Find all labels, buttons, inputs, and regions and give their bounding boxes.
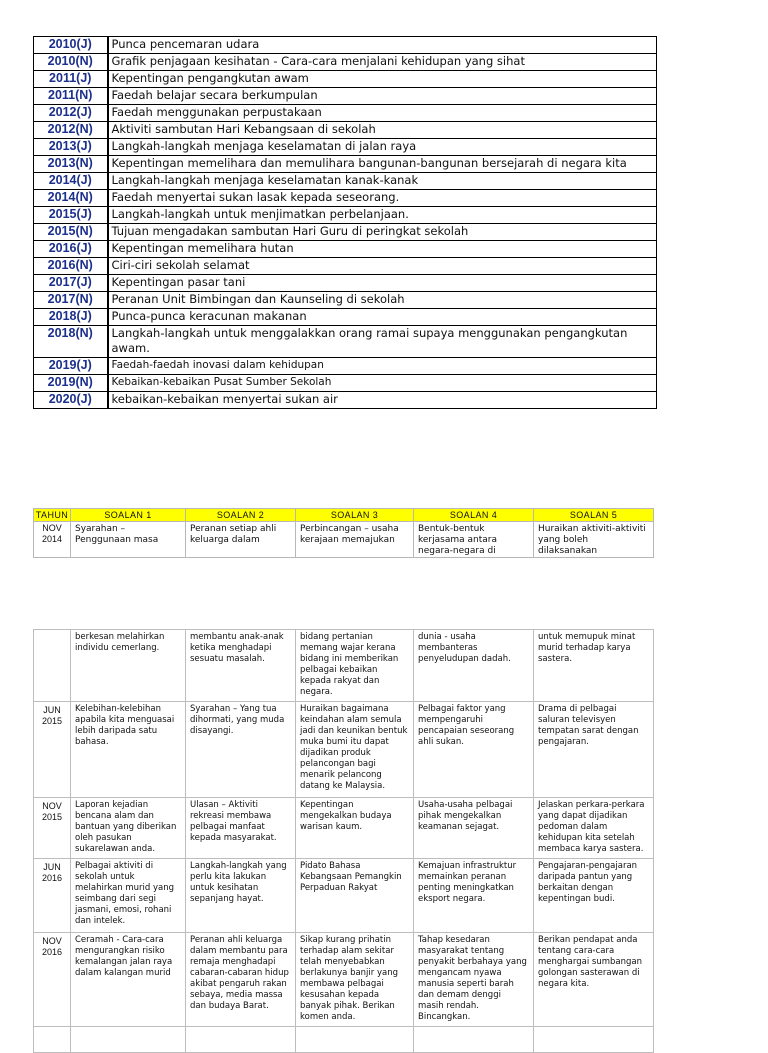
question-cell: Peranan setiap ahli keluarga dalam [186,522,296,558]
topic-text: Peranan Unit Bimbingan dan Kaunseling di sekolah [108,292,657,309]
topic-year: 2018(J) [34,309,108,326]
topic-text: kebaikan-kebaikan menyertai sukan air [108,392,657,409]
topic-row [34,71,657,88]
topic-text: Langkah-langkah menjaga keselamatan kanak-kanak [108,173,657,190]
question-cell: Pelbagai aktiviti di sekolah untuk melahirkan murid yang seimbang dari segi jasmani, emosi, rohani dan intelek. [71,859,186,933]
topic-year: 2011(N) [34,88,108,105]
topic-year: 2019(N) [34,375,108,392]
question-cell: Pidato Bahasa Kebangsaan Pemangkin Perpaduan Rakyat [296,859,414,933]
question-cell: Peranan ahli keluarga dalam membantu para remaja menghadapi cabaran-cabaran hidup akibat pengaruh rakan sebaya, media massa dan budaya Barat. [186,933,296,1027]
topic-row [34,37,657,54]
question-cell: Usaha-usaha pelbagai pihak mengekalkan keamanan sejagat. [414,798,534,859]
topic-year: 2018(N) [34,326,108,358]
topic-row [34,54,657,71]
question-cell: Bentuk-bentuk kerjasama antara negara-negara di [414,522,534,558]
question-cell: Sikap kurang prihatin terhadap alam sekitar telah menyebabkan berlakunya banjir yang membawa pelbagai kesusahan kepada banyak pihak. Berikan komen anda. [296,933,414,1027]
topic-text: Kepentingan pengangkutan awam [108,71,657,88]
topic-row [34,139,657,156]
question-table [33,629,654,1053]
topic-year: 2020(J) [34,392,108,409]
header-soalan-5: SOALAN 5 [534,509,654,522]
year-cell [34,522,71,558]
question-cell: Ceramah - Cara-cara mengurangkan risiko kemalangan jalan raya dalam kalangan murid [71,933,186,1027]
table-row [34,630,654,702]
topic-row [34,207,657,224]
year-month: JUN [43,862,61,872]
topic-year: 2016(J) [34,241,108,258]
year-month: NOV [42,936,62,946]
topic-row [34,326,657,358]
topic-text: Aktiviti sambutan Hari Kebangsaan di sekolah [108,122,657,139]
question-cell: Syarahan – Penggunaan masa [71,522,186,558]
topic-text: Kepentingan pasar tani [108,275,657,292]
topic-year: 2017(J) [34,275,108,292]
question-cell [296,1027,414,1053]
topic-row [34,392,657,409]
topic-row [34,241,657,258]
year-cell [34,798,71,859]
topic-text: Grafik penjagaan kesihatan - Cara-cara menjalani kehidupan yang sihat [108,54,657,71]
topic-text: Faedah menyertai sukan lasak kepada seseorang. [108,190,657,207]
topic-text: Kepentingan memelihara hutan [108,241,657,258]
topic-text: Langkah-langkah untuk menggalakkan orang ramai supaya menggunakan pengangkutan awam. [108,326,657,358]
year-number: 2016 [41,947,63,957]
topic-text: Punca-punca keracunan makanan [108,309,657,326]
question-cell: Syarahan – Yang tua dihormati, yang muda disayangi. [186,702,296,798]
year-month: JUN [43,705,61,715]
question-cell: Huraikan aktiviti-aktiviti yang boleh dilaksanakan [534,522,654,558]
year-month: NOV [42,801,62,811]
topic-year: 2016(N) [34,258,108,275]
question-cell: Tahap kesedaran masyarakat tentang penyakit berbahaya yang mengancam nyawa manusia seperti barah dan demam denggi masih rendah. Bincangkan. [414,933,534,1027]
question-cell: Langkah-langkah yang perlu kita lakukan untuk kesihatan sepanjang hayat. [186,859,296,933]
question-cell [71,1027,186,1053]
question-cell: Pengajaran-pengajaran daripada pantun yang berkaitan dengan kepentingan budi. [534,859,654,933]
header-row [34,509,654,522]
topic-row [34,88,657,105]
topic-year: 2013(J) [34,139,108,156]
question-cell [534,1027,654,1053]
question-cell: Kelebihan-kelebihan apabila kita menguasai lebih daripada satu bahasa. [71,702,186,798]
topic-text: Kebaikan-kebaikan Pusat Sumber Sekolah [108,375,657,392]
year-month: NOV [42,523,62,533]
header-soalan-3: SOALAN 3 [296,509,414,522]
question-table-body [34,630,654,1053]
topic-text: Punca pencemaran udara [108,37,657,54]
topic-text: Langkah-langkah untuk menjimatkan perbelanjaan. [108,207,657,224]
question-cell: Perbincangan – usaha kerajaan memajukan [296,522,414,558]
header-tahun: TAHUN [34,509,71,522]
topic-row [34,173,657,190]
question-cell: untuk memupuk minat murid terhadap karya sastera. [534,630,654,702]
topic-year: 2015(J) [34,207,108,224]
header-soalan-1: SOALAN 1 [71,509,186,522]
question-cell: Drama di pelbagai saluran televisyen tempatan sarat dengan pengajaran. [534,702,654,798]
table-row [34,798,654,859]
topic-text: Ciri-ciri sekolah selamat [108,258,657,275]
topic-year: 2013(N) [34,156,108,173]
topic-year: 2019(J) [34,358,108,375]
topic-row [34,105,657,122]
topic-row [34,258,657,275]
topic-text: Faedah menggunakan perpustakaan [108,105,657,122]
year-number: 2015 [41,812,63,822]
topic-year: 2017(N) [34,292,108,309]
question-cell: membantu anak-anak ketika menghadapi sesuatu masalah. [186,630,296,702]
year-number: 2016 [41,873,63,883]
question-cell: Huraikan bagaimana keindahan alam semula jadi dan keunikan bentuk muka bumi itu dapat dijadikan produk pelancongan bagi menarik pelancong datang ke Malaysia. [296,702,414,798]
topic-table-body [34,37,657,409]
topic-year: 2011(J) [34,71,108,88]
topic-text: Faedah belajar secara berkumpulan [108,88,657,105]
topic-row [34,292,657,309]
question-cell: Ulasan – Aktiviti rekreasi membawa pelbagai manfaat kepada masyarakat. [186,798,296,859]
topic-year: 2012(J) [34,105,108,122]
table-row [34,933,654,1027]
question-cell: bidang pertanian memang wajar kerana bidang ini memberikan pelbagai kebaikan kepada rakyat dan negara. [296,630,414,702]
topic-text: Faedah-faedah inovasi dalam kehidupan [108,358,657,375]
year-number: 2015 [41,716,63,726]
question-cell: Pelbagai faktor yang mempengaruhi pencapaian seseorang ahli sukan. [414,702,534,798]
header-soalan-2: SOALAN 2 [186,509,296,522]
question-cell [186,1027,296,1053]
question-cell: berkesan melahirkan individu cemerlang. [71,630,186,702]
question-cell: Jelaskan perkara-perkara yang dapat dijadikan pedoman dalam kehidupan kita setelah membaca karya sastera. [534,798,654,859]
question-cell: Kepentingan mengekalkan budaya warisan kaum. [296,798,414,859]
topic-text: Tujuan mengadakan sambutan Hari Guru di peringkat sekolah [108,224,657,241]
topic-year: 2010(N) [34,54,108,71]
year-cell [34,630,71,702]
topic-row [34,122,657,139]
table-row [34,859,654,933]
table-row [34,1027,654,1053]
topic-year: 2015(N) [34,224,108,241]
topic-row [34,309,657,326]
year-cell [34,702,71,798]
year-cell [34,859,71,933]
table-row [34,702,654,798]
topic-year: 2012(N) [34,122,108,139]
table-row [34,522,654,558]
question-cell: Kemajuan infrastruktur memainkan peranan penting meningkatkan eksport negara. [414,859,534,933]
year-cell [34,933,71,1027]
question-cell: dunia - usaha membanteras penyeludupan dadah. [414,630,534,702]
question-cell: Berikan pendapat anda tentang cara-cara menghargai sumbangan golongan sasterawan di negara kita. [534,933,654,1027]
topic-year: 2014(N) [34,190,108,207]
topic-year: 2014(J) [34,173,108,190]
question-table-header-section [33,508,654,558]
topic-text: Langkah-langkah menjaga keselamatan di jalan raya [108,139,657,156]
topic-year: 2010(J) [34,37,108,54]
topic-row [34,375,657,392]
topic-text: Kepentingan memelihara dan memulihara bangunan-bangunan bersejarah di negara kita [108,156,657,173]
topic-row [34,275,657,292]
year-number: 2014 [41,534,63,544]
question-cell [414,1027,534,1053]
topic-row [34,358,657,375]
topic-table [33,36,657,409]
header-soalan-4: SOALAN 4 [414,509,534,522]
year-cell [34,1027,71,1053]
question-cell: Laporan kejadian bencana alam dan bantuan yang diberikan oleh pasukan sukarelawan anda. [71,798,186,859]
topic-row [34,190,657,207]
topic-row [34,156,657,173]
topic-row [34,224,657,241]
